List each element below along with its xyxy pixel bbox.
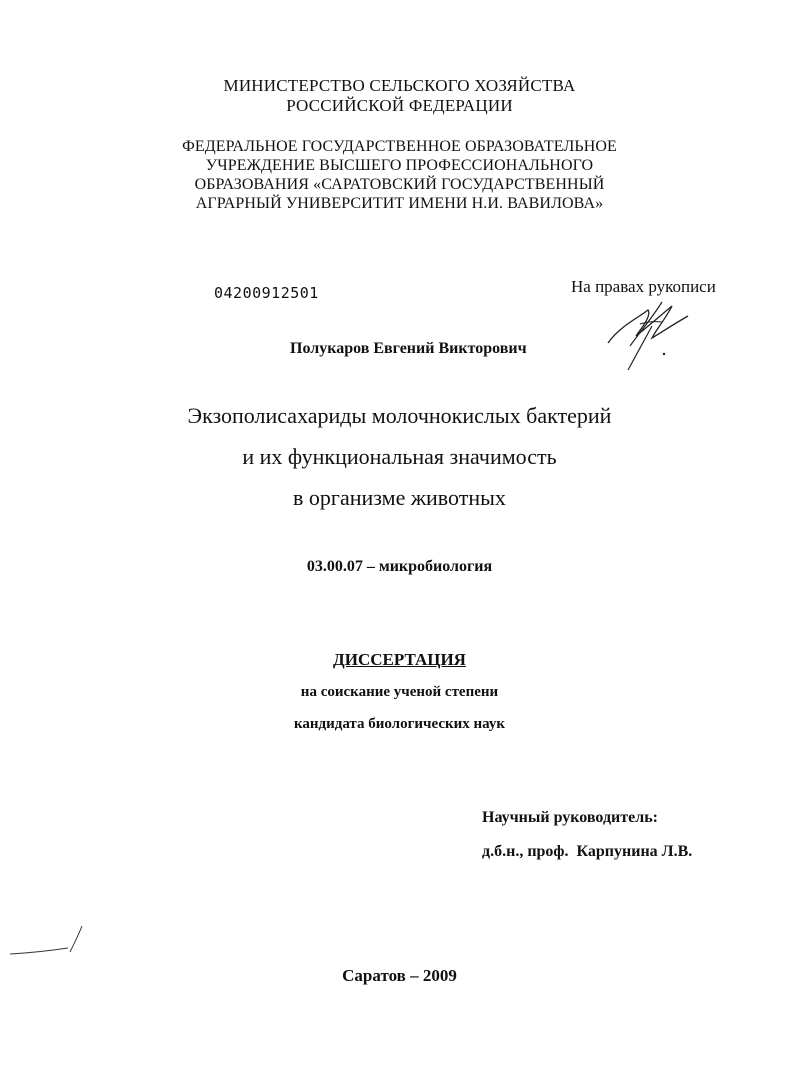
university-line-2: УЧРЕЖДЕНИЕ ВЫСШЕГО ПРОФЕССИОНАЛЬНОГО: [205, 157, 594, 174]
signature-icon: [600, 288, 700, 372]
supervisor-name: д.б.н., проф. Карпунина Л.В.: [482, 843, 693, 860]
supervisor-label: Научный руководитель:: [482, 809, 658, 826]
specialty-code: 03.00.07 – микробиология: [306, 558, 493, 575]
author-name: Полукаров Евгений Викторович: [290, 340, 527, 357]
university-line-4: АГРАРНЫЙ УНИВЕРСИТИТ ИМЕНИ Н.И. ВАВИЛОВА»: [195, 195, 604, 212]
university-line-3: ОБРАЗОВАНИЯ «САРАТОВСКИЙ ГОСУДАРСТВЕННЫЙ: [194, 176, 605, 193]
dissertation-heading: ДИССЕРТАЦИЯ: [333, 650, 466, 669]
title-line-2: и их функциональная значимость: [242, 444, 557, 469]
title-line-1: Экзополисахариды молочнокислых бактерий: [187, 403, 612, 428]
degree-line-1: на соискание ученой степени: [300, 684, 499, 700]
ministry-line-2: РОССИЙСКОЙ ФЕДЕРАЦИИ: [286, 96, 513, 115]
ministry-heading: [0, 76, 799, 116]
rights-note: На правах рукописи: [571, 277, 716, 296]
title-line-3: в организме животных: [293, 485, 506, 510]
ministry-line-1: МИНИСТЕРСТВО СЕЛЬСКОГО ХОЗЯЙСТВА: [223, 76, 576, 95]
document-code: 04200912501: [214, 284, 319, 302]
university-heading: [0, 137, 799, 213]
degree-line-2: кандидата биологических наук: [293, 716, 506, 732]
city-year: Саратов – 2009: [342, 966, 457, 985]
university-line-1: ФЕДЕРАЛЬНОЕ ГОСУДАРСТВЕННОЕ ОБРАЗОВАТЕЛЬНОЕ: [182, 138, 617, 155]
scribble-mark-icon: [8, 922, 88, 962]
